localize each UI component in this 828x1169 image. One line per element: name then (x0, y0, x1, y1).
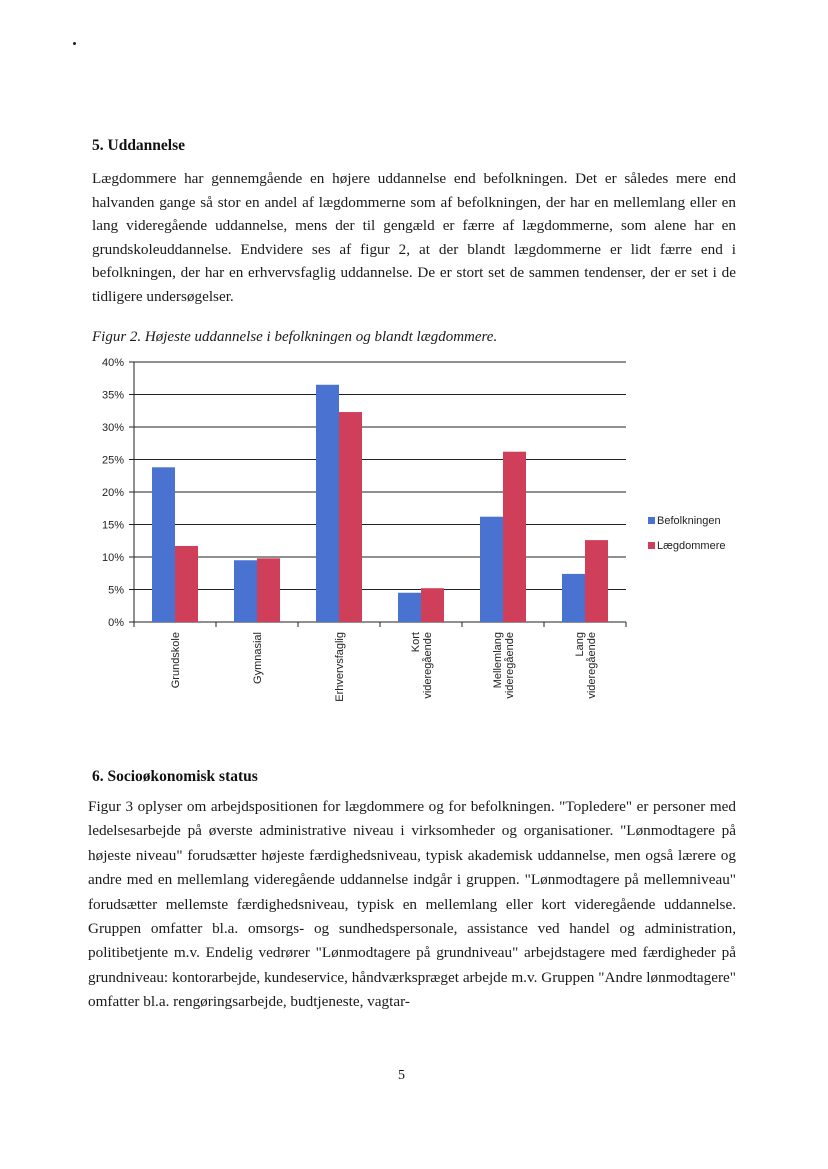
category-label: Kort (410, 632, 422, 653)
bar (152, 467, 175, 622)
bar (421, 588, 444, 622)
legend-swatch (648, 517, 655, 524)
figure-caption: Figur 2. Højeste uddannelse i befolkningen og blandt lægdommere. (92, 329, 498, 345)
section-6-paragraph: Figur 3 oplyser om arbejdspositionen for lægdommere og for befolkningen. "Topledere" er personer med ledelsesarbejde på øverste administrative niveau i virksomheder og organisationer. "Lønmodtagere på højeste niveau" forudsætter højeste færdighedsniveau, typisk akademisk uddannelse, men også lærere og andre med en mellemlang videregående uddannelse indgår i gruppen. "Lønmodtagere på mellemniveau" forudsætter mellemste færdighedsniveau, typisk en mellemlang eller kort videregående uddannelse. Gruppen omfatter bl.a. omsorgs- og sundhedspersonale, assistance ved handel og administration, politibetjente m.v. Endelig vedrører "Lønmodtagere på grundniveau" arbejdstagere med færdigheder på grundniveau: kontorarbejde, kundeservice, håndværkspræget arbejde m.v. Gruppen "Andre lønmodtagere" omfatter bl.a. rengøringsarbejde, budtjeneste, vagtar- (88, 798, 736, 1011)
legend-label: Befolkningen (657, 515, 721, 527)
bar (175, 546, 198, 622)
y-tick-label: 30% (101, 422, 124, 434)
y-tick-label: 20% (101, 487, 124, 499)
bar (339, 412, 362, 622)
bar (316, 385, 339, 622)
category-label: videregående (504, 632, 516, 699)
y-tick-label: 35% (101, 389, 124, 402)
legend-swatch (648, 542, 655, 549)
bar (234, 560, 257, 622)
category-label: Mellemlang (492, 632, 504, 689)
legend-label: Lægdommere (657, 540, 726, 552)
category-label: Lang (574, 632, 586, 657)
page-number: 5 (398, 1068, 405, 1083)
category-label: Grundskole (170, 632, 182, 689)
y-tick-label: 40% (101, 357, 124, 369)
y-tick-label: 15% (101, 519, 124, 532)
category-label: videregående (422, 632, 434, 699)
section-5-paragraph: Lægdommere har gennemgående en højere uddannelse end befolkningen. Det er således mere end halvanden gange så stor en andel af lægdommerne som af befolkningen, der har en mellemlang eller en lang videregående uddannelse, mens der til gengæld er færre af lægdommerne, som alene har en grundskoleuddannelse. Endvidere ses af figur 2, at der blandt lægdommerne er lidt færre end i befolkningen, der har en erhvervsfaglig uddannelse. De er stort set de sammen tendenser, der er set i de tidligere undersøgelser. (92, 170, 736, 305)
y-tick-label: 0% (108, 617, 124, 629)
y-tick-label: 10% (101, 552, 124, 564)
category-label: Gymnasial (252, 632, 264, 684)
bar (562, 574, 585, 622)
section-5-heading: 5. Uddannelse (92, 137, 186, 154)
bar (480, 517, 503, 622)
bar (257, 558, 280, 622)
category-label: videregående (586, 632, 598, 699)
y-tick-label: 25% (101, 454, 124, 467)
bar (585, 540, 608, 622)
section-6-heading: 6. Socioøkonomisk status (92, 768, 258, 785)
category-label: Erhvervsfaglig (334, 632, 346, 702)
bar (398, 593, 421, 622)
bar (503, 452, 526, 622)
y-tick-label: 5% (108, 584, 124, 597)
